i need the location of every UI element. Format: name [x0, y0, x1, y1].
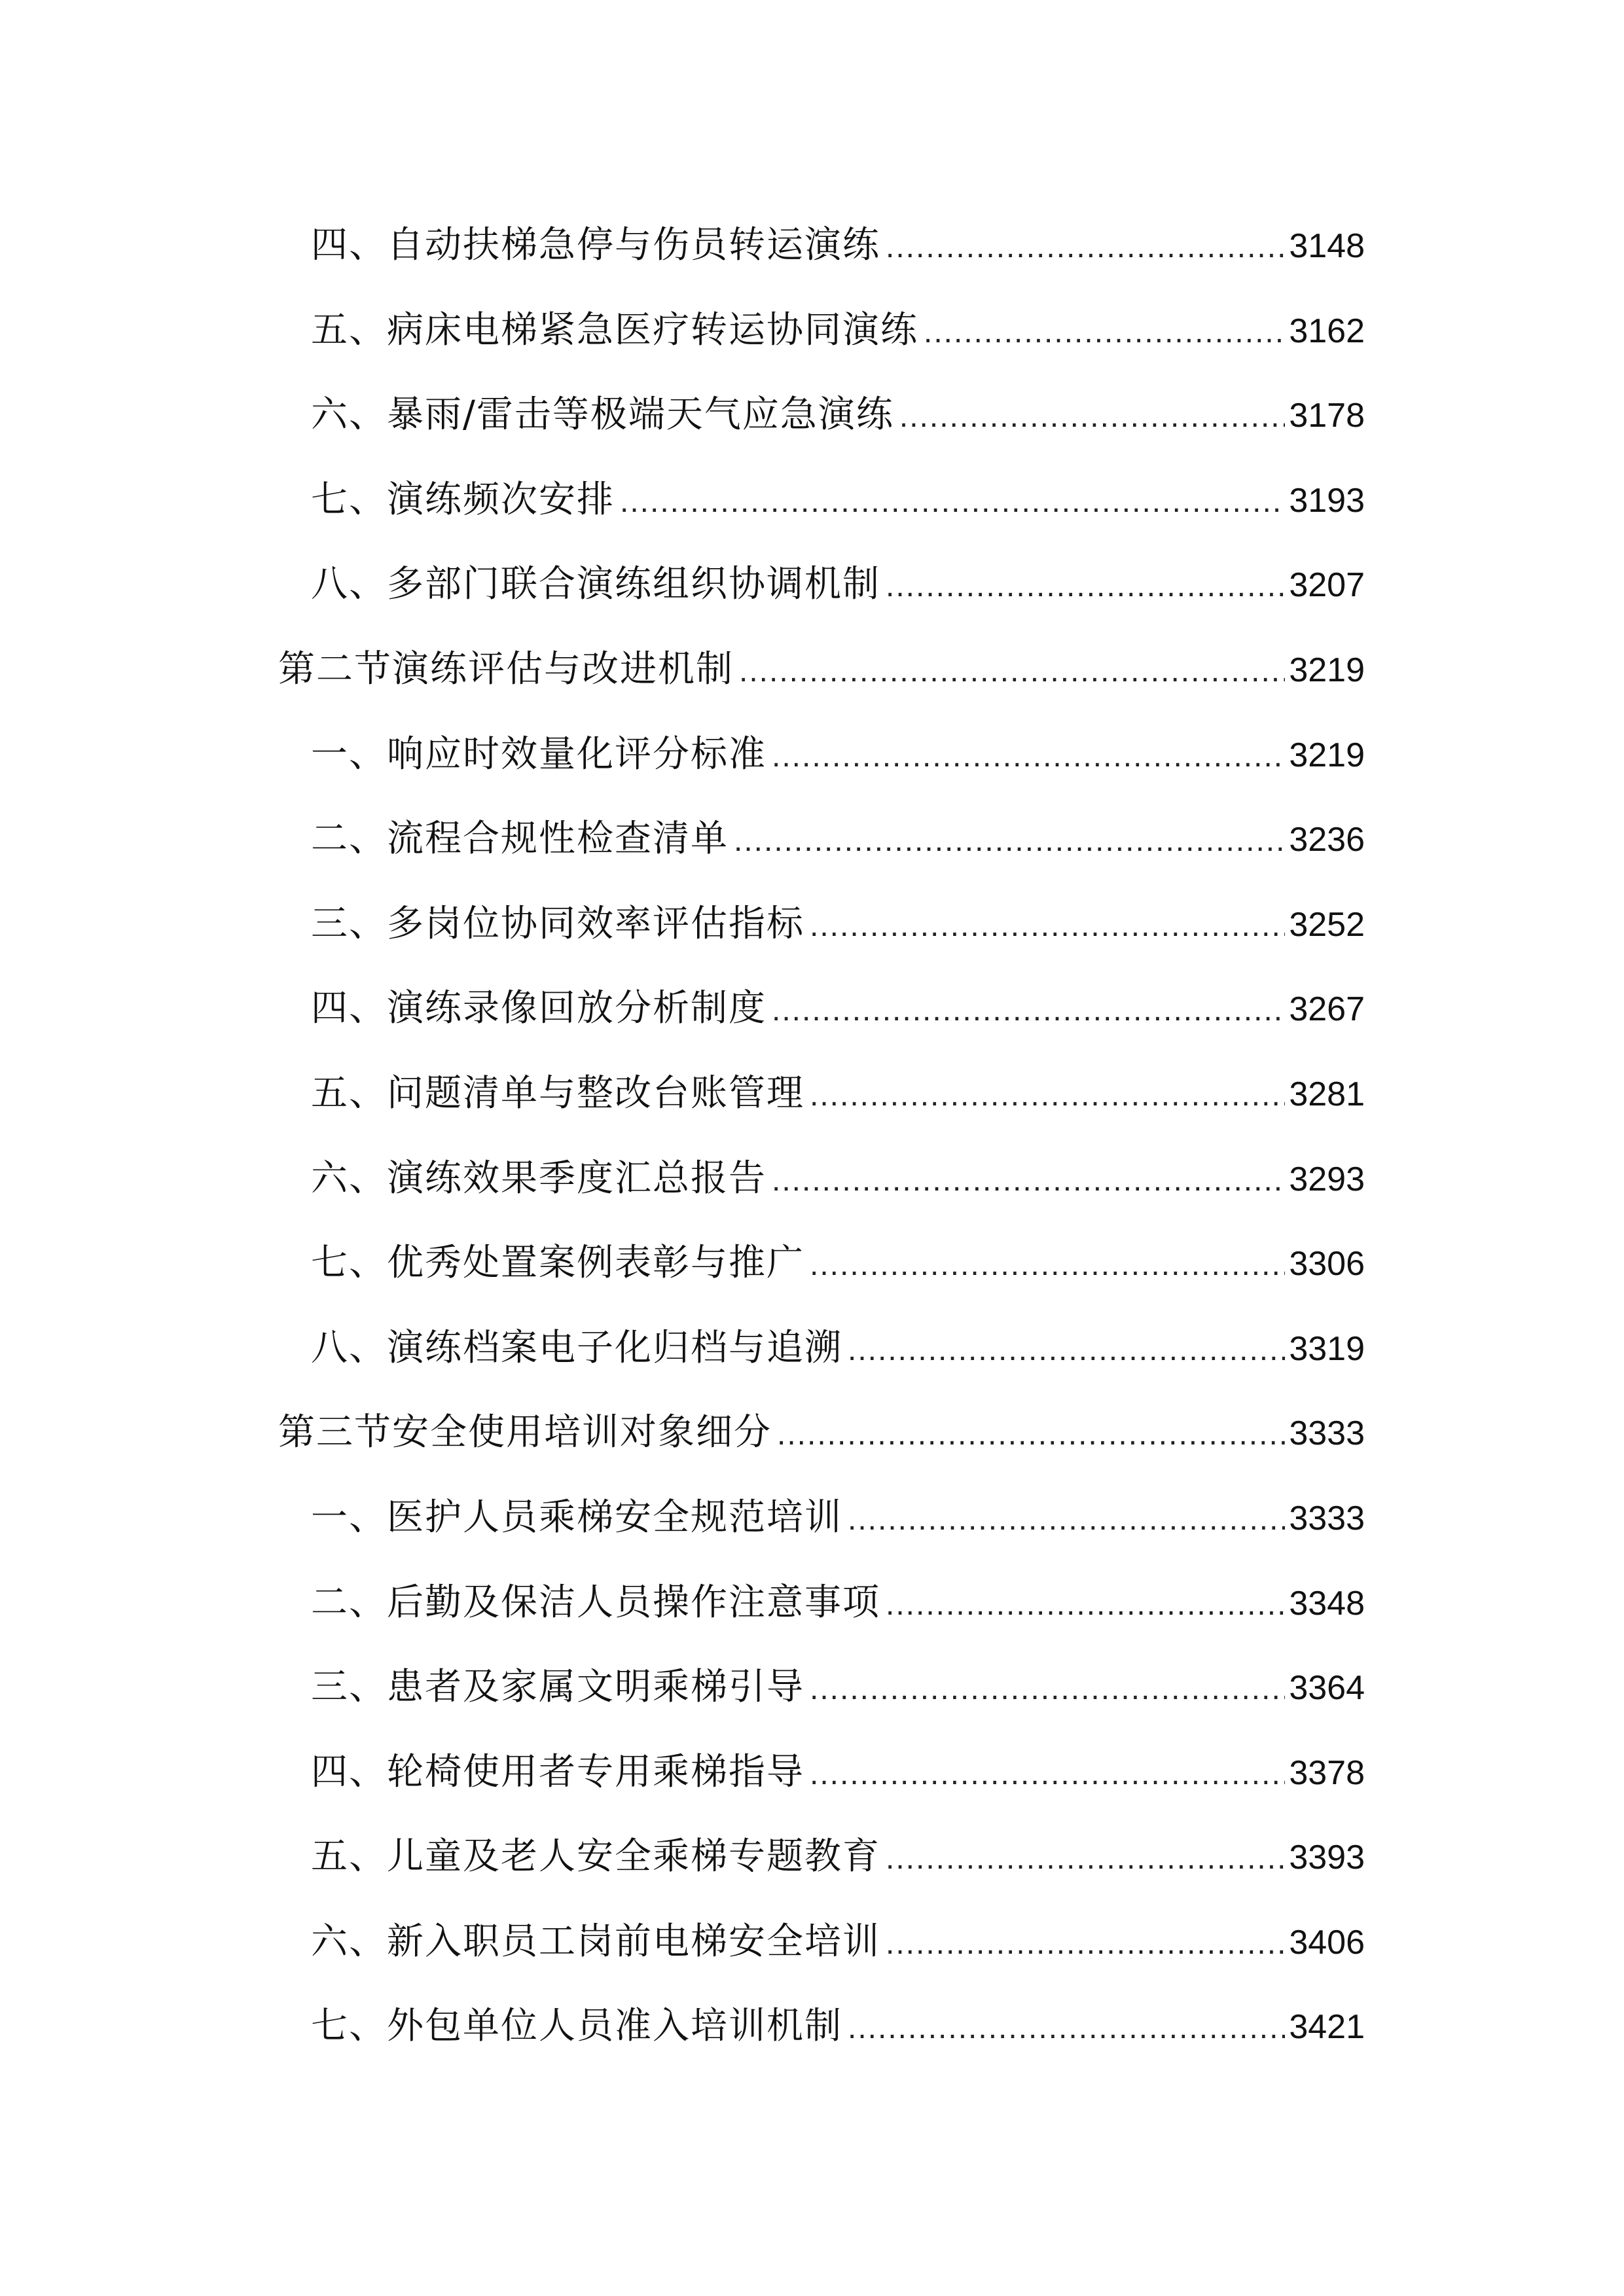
toc-entry-label: 一、响应时效量化评分标准: [311, 732, 767, 776]
toc-entry[interactable]: [278, 966, 1365, 1051]
toc-page-number: 3252: [1289, 905, 1365, 944]
toc-leader-dots: [772, 714, 1285, 799]
toc-leader-dots: [772, 1138, 1285, 1223]
toc-page-number: 3219: [1289, 736, 1365, 774]
toc-page-number: 3364: [1289, 1669, 1365, 1708]
toc-leader-dots: [810, 1647, 1285, 1732]
toc-leader-dots: [848, 1986, 1285, 2071]
toc-page-number: 3178: [1289, 397, 1365, 435]
toc-page-number: 3333: [1289, 1414, 1365, 1453]
toc-entry[interactable]: [278, 1984, 1365, 2069]
toc-entry-label: 四、演练录像回放分析制度: [311, 987, 767, 1030]
toc-leader-dots: [620, 459, 1285, 545]
toc-page-number: 3162: [1289, 312, 1365, 350]
toc-page-number: 3319: [1289, 1329, 1365, 1368]
toc-page-number: 3293: [1289, 1160, 1365, 1198]
toc-entry[interactable]: [278, 1051, 1365, 1136]
toc-leader-dots: [810, 1732, 1285, 1817]
toc-leader-dots: [810, 884, 1285, 969]
toc-entry-label: 第三节安全使用培训对象细分: [278, 1411, 772, 1454]
toc-entry-label: 八、演练档案电子化归档与追溯: [311, 1326, 842, 1369]
toc-page-number: 3393: [1289, 1839, 1365, 1877]
toc-leader-dots: [886, 544, 1285, 629]
toc-page-number: 3207: [1289, 566, 1365, 605]
toc-entry[interactable]: [278, 1306, 1365, 1391]
toc-entry[interactable]: [278, 542, 1365, 627]
toc-page-number: 3306: [1289, 1245, 1365, 1283]
toc-entry[interactable]: [278, 712, 1365, 797]
toc-page-number: 3236: [1289, 821, 1365, 859]
table-of-contents: [278, 203, 1365, 2069]
toc-entry-label: 三、多岗位协同效率评估指标: [311, 902, 804, 945]
toc-entry[interactable]: [278, 1814, 1365, 1899]
toc-page-number: 3193: [1289, 481, 1365, 520]
toc-leader-dots: [848, 1308, 1285, 1393]
toc-entry-label: 四、自动扶梯急停与伤员转运演练: [311, 224, 880, 266]
toc-entry[interactable]: [278, 1475, 1365, 1560]
toc-entry[interactable]: [278, 1221, 1365, 1306]
toc-leader-dots: [810, 1053, 1285, 1138]
toc-section-entry[interactable]: [278, 1390, 1365, 1475]
toc-entry-label: 六、演练效果季度汇总报告: [311, 1157, 767, 1200]
toc-leader-dots: [734, 798, 1285, 884]
toc-entry-label: 六、新入职员工岗前电梯安全培训: [311, 1920, 880, 1963]
toc-leader-dots: [924, 290, 1285, 375]
toc-entry[interactable]: [278, 1730, 1365, 1815]
toc-page-number: 3148: [1289, 227, 1365, 265]
toc-entry[interactable]: [278, 1645, 1365, 1730]
toc-leader-dots: [810, 1223, 1285, 1308]
toc-entry[interactable]: [278, 457, 1365, 543]
toc-leader-dots: [899, 374, 1285, 459]
toc-page-number: 3348: [1289, 1584, 1365, 1623]
toc-entry-label: 五、儿童及老人安全乘梯专题教育: [311, 1835, 880, 1878]
toc-entry[interactable]: [278, 1136, 1365, 1221]
toc-entry[interactable]: [278, 797, 1365, 882]
toc-leader-dots: [886, 205, 1285, 290]
toc-entry-label: 五、病床电梯紧急医疗转运协同演练: [311, 308, 918, 351]
toc-entry[interactable]: [278, 1899, 1365, 1984]
toc-leader-dots: [886, 1816, 1285, 1901]
toc-entry-label: 三、患者及家属文明乘梯引导: [311, 1666, 804, 1709]
toc-entry-label: 第二节演练评估与改进机制: [278, 647, 734, 691]
toc-page-number: 3421: [1289, 2008, 1365, 2047]
toc-leader-dots: [848, 1477, 1285, 1562]
toc-entry[interactable]: [278, 372, 1365, 457]
toc-page-number: 3378: [1289, 1753, 1365, 1792]
toc-entry-label: 七、演练频次安排: [311, 478, 615, 521]
toc-entry[interactable]: [278, 882, 1365, 967]
toc-entry-label: 七、外包单位人员准入培训机制: [311, 2005, 842, 2048]
toc-leader-dots: [739, 629, 1285, 714]
toc-entry-label: 五、问题清单与整改台账管理: [311, 1071, 804, 1115]
toc-entry-label: 八、多部门联合演练组织协调机制: [311, 563, 880, 606]
toc-entry[interactable]: [278, 203, 1365, 288]
toc-entry-label: 六、暴雨/雷击等极端天气应急演练: [311, 393, 894, 437]
toc-entry-label: 一、医护人员乘梯安全规范培训: [311, 1496, 842, 1539]
toc-entry[interactable]: [278, 288, 1365, 373]
toc-leader-dots: [886, 1562, 1285, 1647]
toc-entry-label: 二、流程合规性检查清单: [311, 817, 729, 861]
toc-leader-dots: [886, 1901, 1285, 1986]
toc-page-number: 3406: [1289, 1923, 1365, 1962]
toc-page-number: 3219: [1289, 651, 1365, 689]
toc-page-number: 3281: [1289, 1075, 1365, 1113]
toc-page-number: 3267: [1289, 990, 1365, 1029]
toc-entry-label: 七、优秀处置案例表彰与推广: [311, 1242, 804, 1285]
toc-page-number: 3333: [1289, 1499, 1365, 1537]
toc-entry-label: 四、轮椅使用者专用乘梯指导: [311, 1750, 804, 1793]
toc-entry[interactable]: [278, 1560, 1365, 1645]
toc-section-entry[interactable]: [278, 627, 1365, 712]
toc-entry-label: 二、后勤及保洁人员操作注意事项: [311, 1581, 880, 1624]
toc-leader-dots: [772, 968, 1285, 1053]
toc-leader-dots: [777, 1392, 1285, 1477]
